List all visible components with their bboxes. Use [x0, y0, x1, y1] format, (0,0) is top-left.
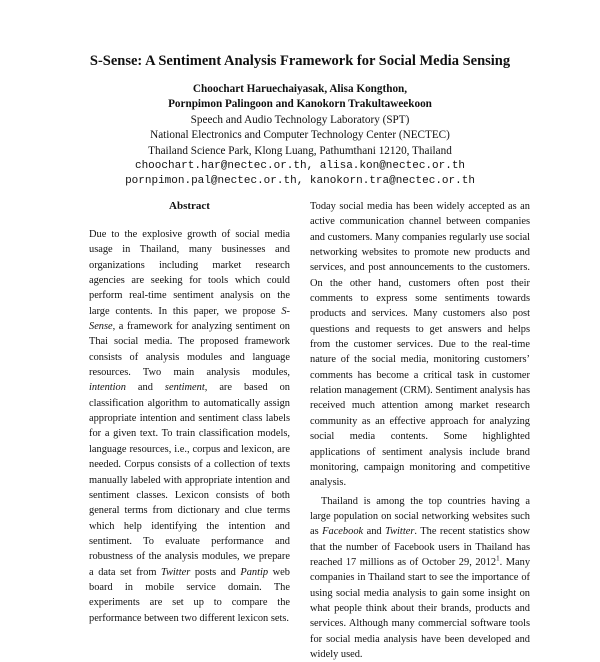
intro-p2-part-3: . Many companies in Thailand start to see the importance of using social media analysis to gain some insight on what people think about their brands, products and services. Although many commercial software tools for social media analysis have been developed and widely used. [310, 556, 531, 660]
intro-p2-and: and [363, 526, 386, 538]
authors-line-2: Pornpimon Palingoon and Kanokorn Trakultaweekoon [168, 98, 432, 111]
author-emails-2: pornpimon.pal@nectec.or.th, kanokorn.tra@nectec.or.th [125, 175, 475, 188]
intro-facebook: Facebook [322, 526, 364, 538]
author-emails-1: choochart.har@nectec.or.th, alisa.kon@nectec.or.th [134, 160, 466, 173]
affiliation-center: National Electronics and Computer Technology Center (NECTEC) [150, 129, 450, 142]
abstract-and-word: and [125, 382, 165, 394]
source-pantip: Pantip [240, 566, 269, 578]
framework-name: S-Sense [89, 305, 290, 333]
intro-p2-part-1: Thailand is among the top countries having a large population on social networking websites such as [310, 495, 530, 538]
abstract-heading: Abstract [169, 200, 210, 212]
authors-line-1: Choochart Haruechaiyasak, Alisa Kongthon, [192, 83, 408, 95]
abstract-column [89, 199, 290, 626]
author-block [0, 82, 600, 190]
abstract-text-part-5: web board in mobile service domain. The experiments are set up to compare the performance between two different lexicon sets. [89, 566, 290, 624]
abstract-text-part-1: Due to the explosive growth of social media usage in Thailand, many businesses and organizations including market research agencies are seeking for tools which could perform real-time sentiment analysis on the large contents. In this paper, we propose [89, 229, 290, 317]
abstract-text-part-4: posts and [190, 566, 241, 578]
abstract-text-part-3: , are based on classification algorithm to automatically assign appropriate intention and sentiment class labels for a given text. To train classification models, language resources, i.e., corpus and lexicon, are needed. Corpus consists of a collection of texts manually labeled with appropriate intention and sentiment classes. Lexicon consists of both general terms from dictionary and clue terms which help identifying the intention and sentiment. To evaluate performance and robustness of the analysis modules, we prepare a data set from [89, 382, 291, 578]
source-twitter: Twitter [160, 566, 191, 578]
abstract-text-part-2: , a framework for analyzing sentiment on Thai social media. The proposed framework consists of analysis modules and language resources. Two main analysis modules, [89, 321, 290, 379]
module-intention: intention [89, 382, 126, 394]
affiliation-lab: Speech and Audio Technology Laboratory (SPT) [190, 113, 410, 126]
intro-p2-part-2: . The recent statistics show that the number of Facebook users in Thailand has reached 17 millions as of October 29, 2012 [310, 526, 530, 568]
affiliation-address: Thailand Science Park, Klong Luang, Pathumthani 12120, Thailand [148, 144, 452, 157]
paper-title: S-Sense: A Sentiment Analysis Framework for Social Media Sensing [89, 53, 511, 69]
intro-paragraph-2 [310, 494, 530, 662]
module-sentiment: sentiment [164, 382, 205, 394]
abstract-text [89, 227, 290, 626]
footnote-marker[interactable]: 1 [496, 554, 500, 563]
intro-paragraph-1: Today social media has been widely accepted as an active communication channel between companies and customers. Many companies regularly use social networking websites to promote new products and services, and post announcements to the customers. On the other hand, customers often post their comments to express some sentiments towards products and services. Many customers also post questions and requests to get answers and helps from the customer services. Due to the real-time nature of the social media, monitoring customers’ comments has become a critical task in customer relation management (CRM). Sentiment analysis has received much attention among market research community as an effective approach for analyzing social media contents. Some highlighted applications of sentiment analysis include brand monitoring, campaign monitoring and competitive analysis. [310, 201, 530, 489]
intro-twitter: Twitter [385, 526, 415, 538]
introduction-column [310, 199, 530, 662]
